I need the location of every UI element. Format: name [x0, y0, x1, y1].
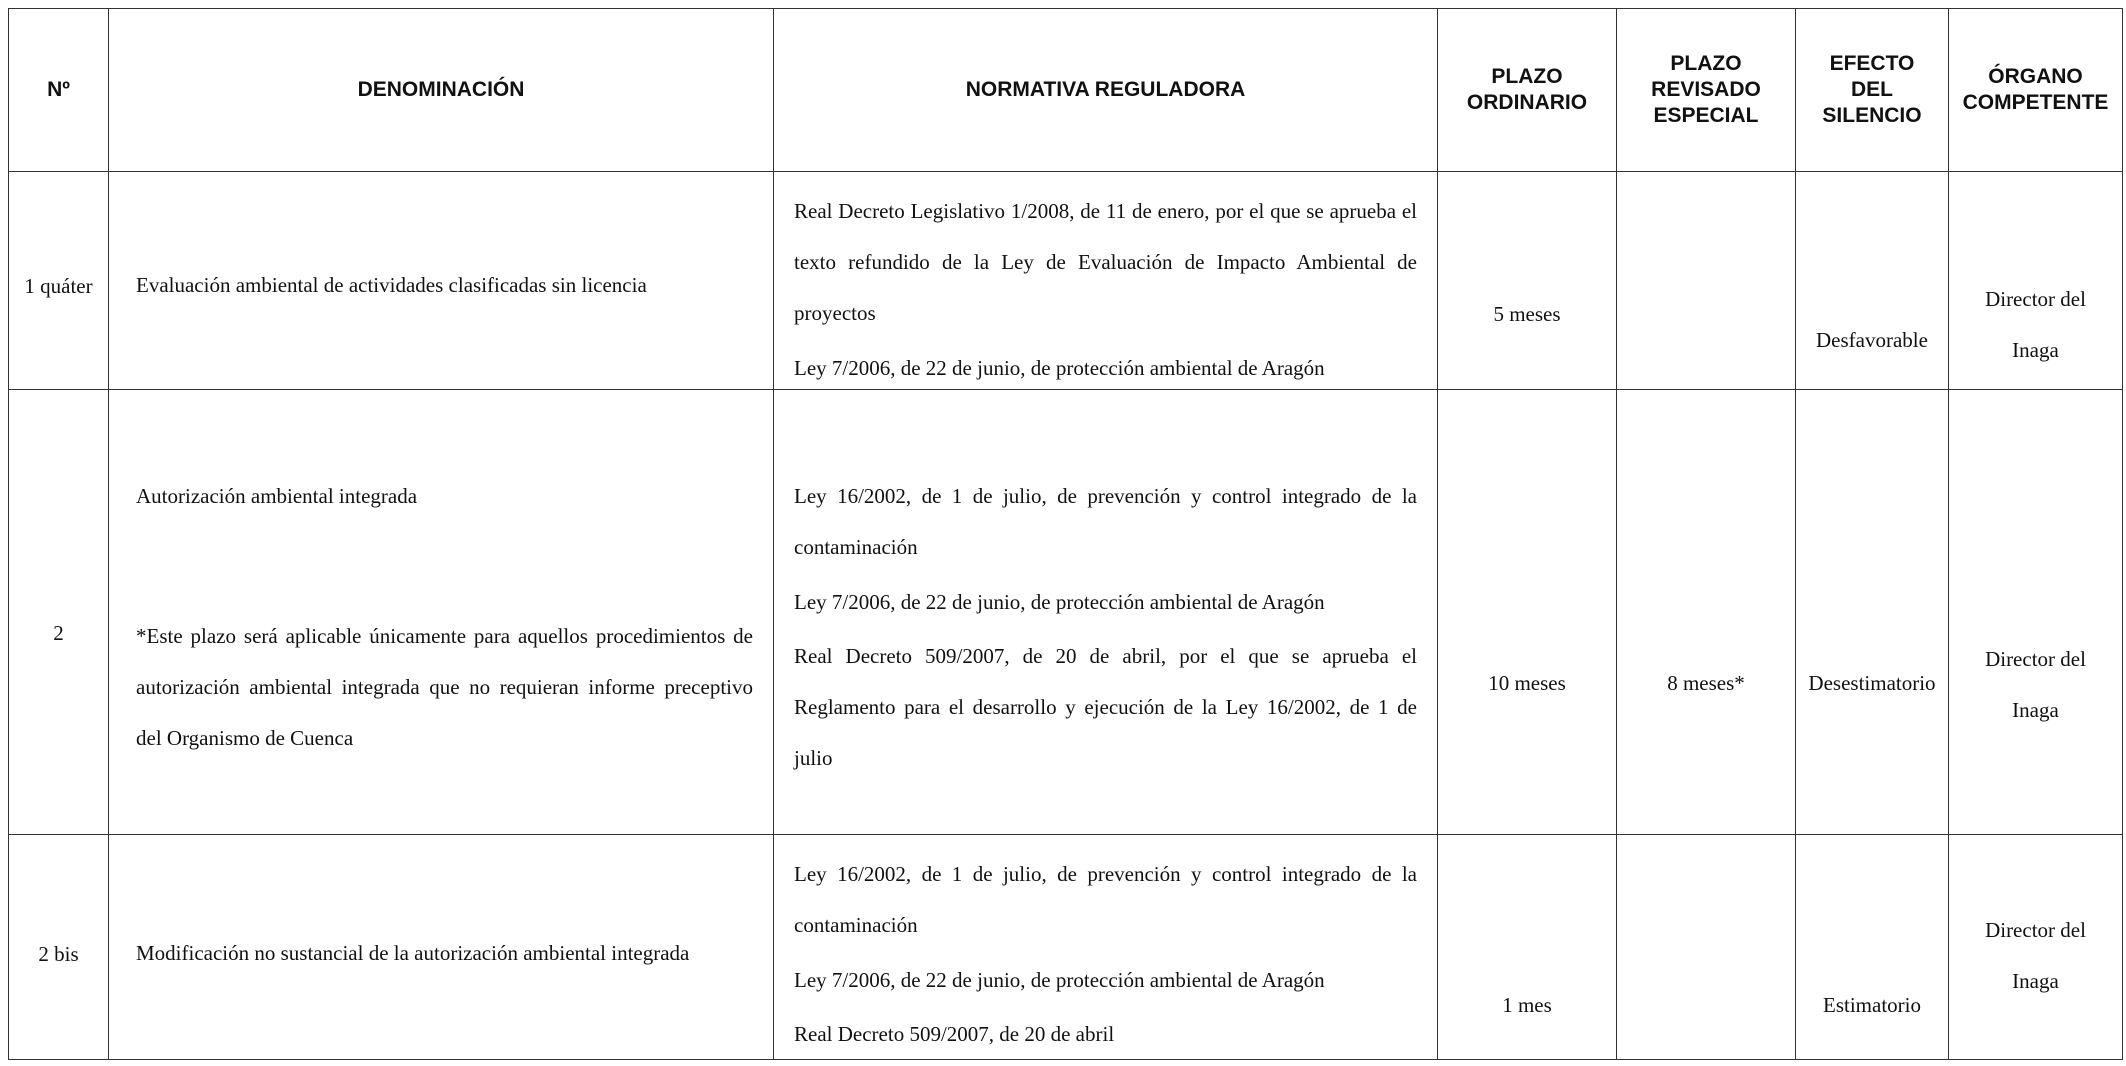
normativa-item: Ley 16/2002, de 1 de julio, de prevención y control integrado de la contaminación [794, 484, 1417, 559]
header-efecto [1796, 9, 1949, 172]
row-efecto: Desestimatorio [1808, 671, 1936, 695]
row-organo-cell [1949, 835, 2123, 1060]
header-plazo-ordinario [1438, 9, 1617, 172]
row-normativa-cell [774, 835, 1438, 1060]
header-normativa: NORMATIVA REGULADORA [774, 9, 1438, 172]
normativa-item: Ley 7/2006, de 22 de junio, de protección ambiental de Aragón [794, 356, 1325, 380]
row-plazo-revisado-cell [1617, 390, 1796, 835]
row-plazo-ordinario-cell [1438, 390, 1617, 835]
row-num: 2 bis [38, 942, 79, 966]
normativa-item: Real Decreto Legislativo 1/2008, de 11 de enero, por el que se aprueba el texto refundido de la Ley de Evaluación de Impacto Ambiental de proyectos [794, 199, 1417, 325]
row-num-cell [9, 172, 109, 390]
table-row [9, 390, 2123, 835]
row-efecto: Desfavorable [1816, 328, 1928, 352]
normativa-item: Ley 7/2006, de 22 de junio, de protección ambiental de Aragón [794, 968, 1325, 992]
row-plazo-revisado-cell [1617, 835, 1796, 1060]
normativa-item: Real Decreto 509/2007, de 20 de abril, por el que se aprueba el Reglamento para el desarrollo y ejecución de la Ley 16/2002, de 1 de julio [794, 644, 1417, 770]
header-efecto-label: EFECTO DEL SILENCIO [1822, 52, 1922, 127]
header-organo [1949, 9, 2123, 172]
row-efecto-cell [1796, 835, 1949, 1060]
row-organo-cell [1949, 172, 2123, 390]
row-organo: Director del Inaga [1985, 647, 2086, 722]
table-row [9, 835, 2123, 1060]
normativa-item: Real Decreto 509/2007, de 20 de abril [794, 1022, 1115, 1046]
header-plazo-revisado [1617, 9, 1796, 172]
row-denominacion-cell [109, 390, 774, 835]
row-plazo-ordinario: 1 mes [1502, 993, 1552, 1017]
normativa-item: Ley 7/2006, de 22 de junio, de protección ambiental de Aragón [794, 590, 1325, 614]
row-efecto-cell [1796, 172, 1949, 390]
row-normativa-cell [774, 172, 1438, 390]
header-plazo-revisado-label: PLAZO REVISADO ESPECIAL [1651, 52, 1761, 127]
row-plazo-revisado-cell [1617, 172, 1796, 390]
table-row [9, 172, 2123, 390]
header-plazo-ordinario-label: PLAZO ORDINARIO [1466, 65, 1588, 114]
row-nota: *Este plazo será aplicable únicamente para aquellos procedimientos de autorización ambiental integrada que no requieran informe preceptivo del Organismo de Cuenca [136, 624, 753, 750]
header-row [9, 9, 2123, 172]
row-efecto: Estimatorio [1823, 993, 1921, 1017]
row-efecto-cell [1796, 390, 1949, 835]
row-plazo-ordinario-cell [1438, 835, 1617, 1060]
row-num: 2 [53, 621, 64, 645]
row-num-cell [9, 835, 109, 1060]
row-denominacion: Autorización ambiental integrada [136, 484, 418, 508]
row-num: 1 quáter [24, 274, 93, 298]
row-num-cell [9, 390, 109, 835]
normativa-item: Ley 16/2002, de 1 de julio, de prevención y control integrado de la contaminación [794, 862, 1417, 937]
row-denominacion-cell [109, 172, 774, 390]
row-plazo-ordinario: 5 meses [1493, 302, 1561, 326]
row-denominacion: Evaluación ambiental de actividades clasificadas sin licencia [136, 273, 647, 297]
row-denominacion-cell [109, 835, 774, 1060]
row-denominacion: Modificación no sustancial de la autorización ambiental integrada [136, 941, 690, 965]
header-organo-label: ÓRGANO COMPETENTE [1962, 65, 2109, 114]
row-plazo-revisado: 8 meses* [1667, 671, 1745, 695]
row-organo: Director del Inaga [1985, 918, 2086, 993]
header-num: Nº [9, 9, 109, 172]
row-organo-cell [1949, 390, 2123, 835]
row-plazo-ordinario-cell [1438, 172, 1617, 390]
row-organo: Director del Inaga [1985, 287, 2086, 362]
procedures-table [8, 8, 2123, 1060]
row-plazo-ordinario: 10 meses [1488, 671, 1566, 695]
row-normativa-cell [774, 390, 1438, 835]
header-denominacion: DENOMINACIÓN [109, 9, 774, 172]
